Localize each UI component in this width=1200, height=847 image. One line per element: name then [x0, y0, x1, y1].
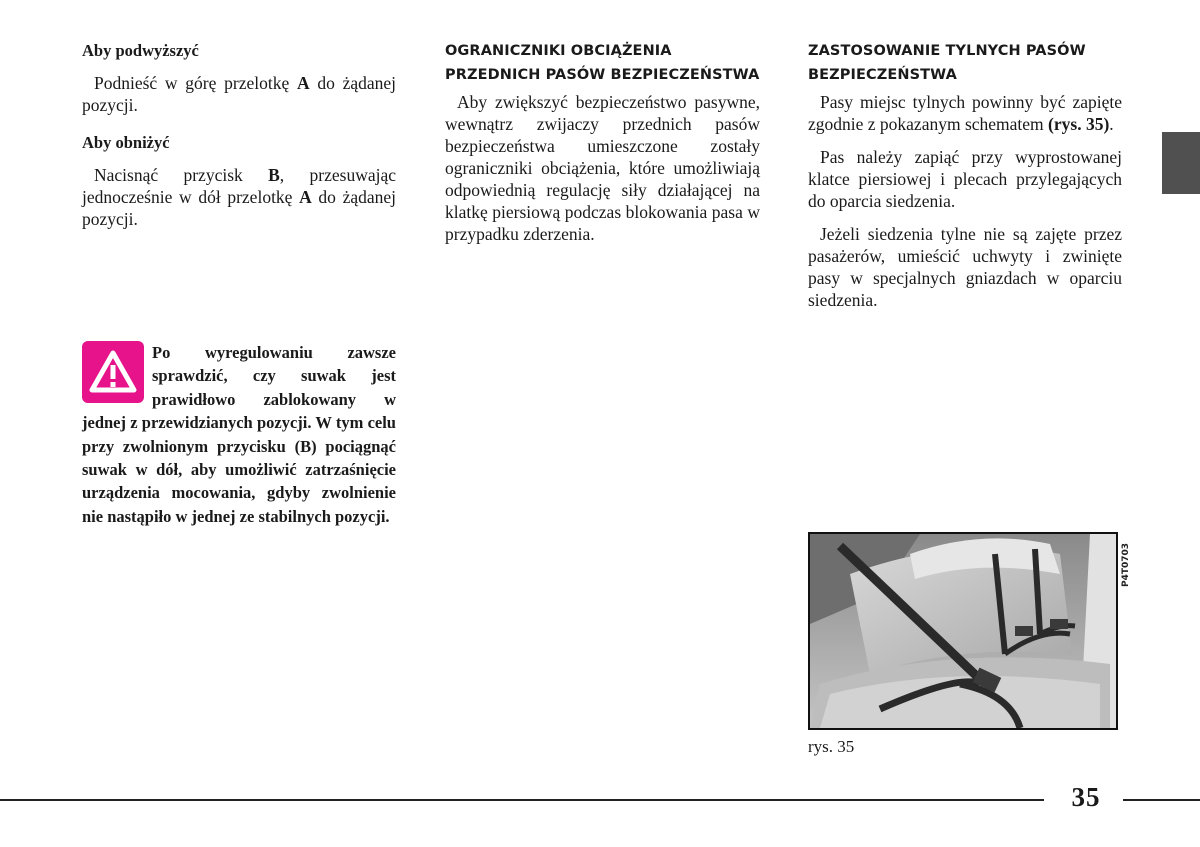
p1-text: Pasy miejsc tylnych powinny być zapięte zgodnie z pokazanym schematem — [808, 92, 1122, 134]
column-right — [808, 40, 1122, 322]
warning-triangle-icon — [82, 341, 144, 403]
section-tab — [1162, 132, 1200, 194]
raise-text-1: Podnieść w górę przelotkę — [94, 73, 297, 93]
footer-rule-right — [1123, 799, 1200, 801]
figure-caption: rys. 35 — [808, 737, 855, 756]
lower-text-bold-2: A — [299, 187, 312, 207]
lower-text-1: Nacisnąć przycisk — [94, 165, 269, 185]
rear-belts-paragraph-3: Jeżeli siedzenia tylne nie są zajęte przez pasażerów, umieścić uchwyty i zwinięte pasy w specjalnych gniazdach w oparciu siedzenia. — [808, 224, 1122, 310]
load-limiter-paragraph: Aby zwiększyć bezpieczeństwo pasywne, wewnątrz zwijaczy przednich pasów bezpieczeństwa umieszczone zostały ograniczniki obciążenia, które umożliwiają odpowiednią regulację siły działającej na klatkę piersiową podczas blokowania pasa w przypadku zderzenia. — [445, 92, 760, 244]
raise-heading: Aby podwyższyć — [82, 41, 199, 60]
rear-belts-paragraph-2: Pas należy zapiąć przy wyprostowanej klatce piersiowej i plecach przylegających do oparcia siedzenia. — [808, 147, 1122, 211]
warning-text: Po wyregulowaniu zawsze sprawdzić, czy suwak jest prawidłowo zablokowany w jednej z przewidzianych pozycji. W tym celu przy zwolnionym przycisku (B) pociągnąć suwak w dół, aby umożliwić zatrzaśnięcie urządzenia mocowania, gdyby zwolnienie nie nastąpiło w jednej ze stabilnych pozycji. — [82, 343, 396, 526]
raise-text-bold: A — [296, 73, 310, 93]
p1-end: . — [1109, 114, 1114, 134]
figure-code: P4T0703 — [1121, 542, 1131, 588]
warning-box — [82, 341, 396, 528]
column-middle — [445, 40, 760, 256]
figure-reference: (rys. 35) — [1048, 114, 1110, 134]
rear-belts-paragraph-1 — [808, 91, 1122, 135]
raise-paragraph — [82, 72, 396, 116]
lower-heading: Aby obniżyć — [82, 133, 170, 152]
lower-text-3: do żądanej pozycji. — [82, 187, 396, 229]
page-number: 35 — [1071, 782, 1101, 812]
lower-paragraph — [82, 164, 396, 230]
rear-seat-belt-figure — [808, 532, 1118, 730]
lower-text-bold-1: B — [268, 165, 280, 185]
raise-text-2: do żądanej pozycji. — [82, 73, 397, 115]
column-left — [82, 40, 396, 241]
load-limiter-heading: OGRANICZNIKI OBCIĄŻENIA PRZEDNICH PASÓW BEZPIECZEŃSTWA — [445, 43, 760, 83]
footer-rule-left — [0, 799, 1044, 801]
lower-text-2: , przesuwając jednocześnie w dół przelotkę — [82, 165, 396, 207]
rear-seat-illustration — [810, 534, 1116, 728]
rear-belts-heading: ZASTOSOWANIE TYLNYCH PASÓW BEZPIECZEŃSTWA — [808, 43, 1086, 83]
